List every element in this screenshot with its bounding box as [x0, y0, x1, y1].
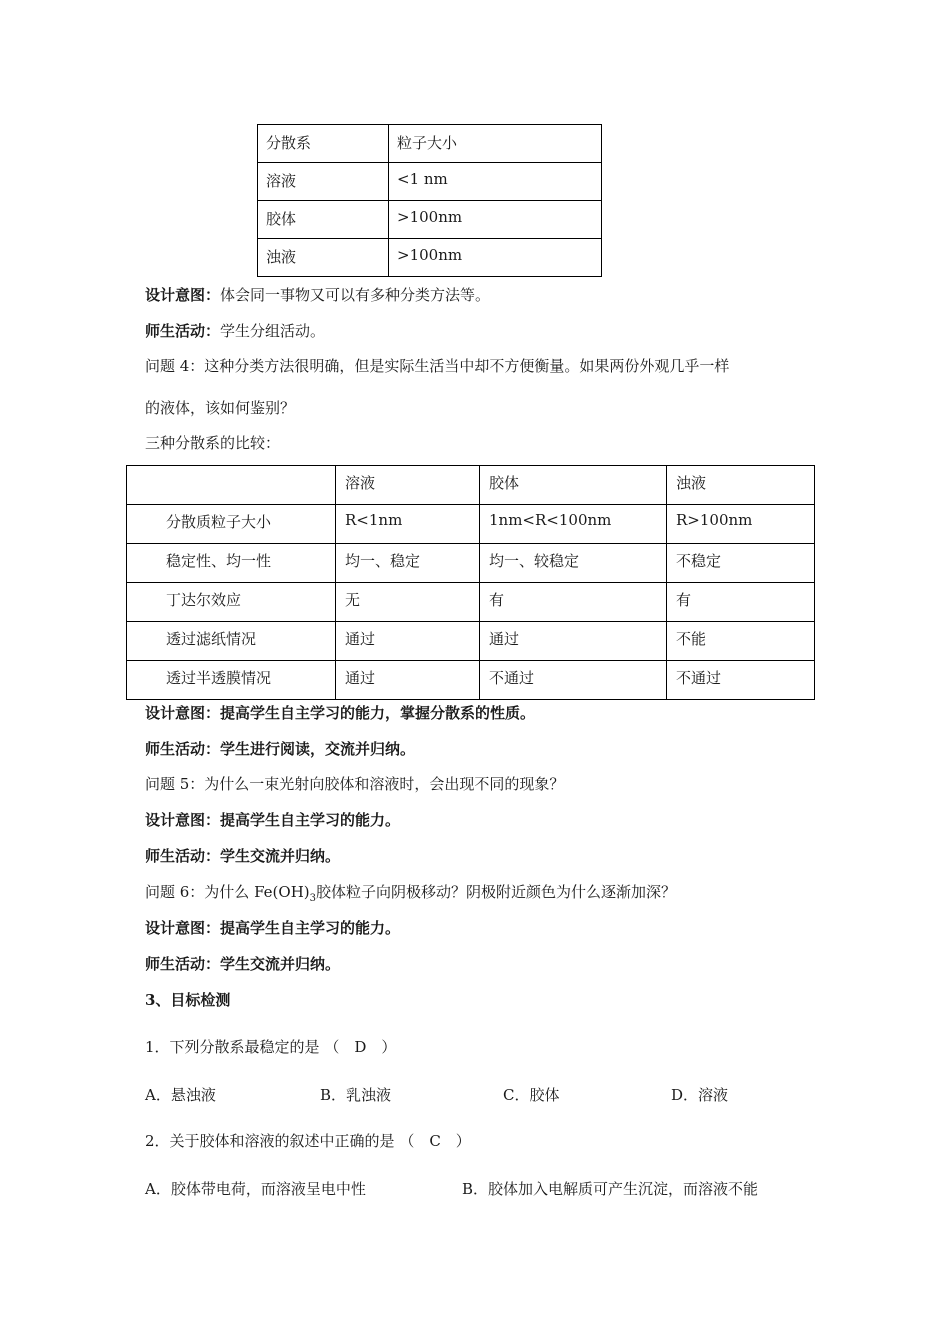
table-cell: 粒子大小	[389, 125, 602, 163]
table-header-cell: 胶体	[480, 466, 667, 505]
table-cell: 浊液	[258, 239, 389, 277]
design-intent-paragraph: 设计意图：提高学生自主学习的能力，掌握分散系的性质。	[145, 704, 536, 722]
table-cell: 1nm<R<100nm	[480, 505, 667, 544]
section-heading: 3、目标检测	[145, 991, 231, 1009]
table-header-row	[127, 466, 815, 505]
table-cell: 均一、稳定	[336, 544, 480, 583]
table-row	[127, 583, 815, 622]
table-cell: >100nm	[389, 201, 602, 239]
activity-paragraph	[145, 321, 325, 341]
exercise-1-option-a: A．悬浊液	[145, 1086, 216, 1104]
table-cell: 透过滤纸情况	[127, 622, 336, 661]
table-cell: 不能	[667, 622, 815, 661]
table-cell: 分散系	[258, 125, 389, 163]
activity-label: 师生活动：	[145, 322, 221, 340]
table-cell: 不稳定	[667, 544, 815, 583]
table-cell: R<1nm	[336, 505, 480, 544]
activity-text: 学生分组活动。	[220, 322, 326, 340]
question-6-subscript: 3	[309, 893, 317, 904]
question-6-text: 胶体粒子向阴极移动？阴极附近颜色为什么逐渐加深？	[316, 883, 677, 901]
table-cell: 不通过	[667, 661, 815, 700]
table-row	[127, 505, 815, 544]
table-row	[127, 661, 815, 700]
design-intent-text: 体会同一事物又可以有多种分类方法等。	[220, 286, 491, 304]
comparison-title: 三种分散系的比较：	[145, 434, 281, 452]
table-cell: R>100nm	[667, 505, 815, 544]
table-cell: 稳定性、均一性	[127, 544, 336, 583]
exercise-2-option-b: B．胶体加入电解质可产生沉淀，而溶液不能	[462, 1180, 759, 1198]
question-4-line-1: 问题 4：这种分类方法很明确，但是实际生活当中却不方便衡量。如果两份外观几乎一样	[145, 357, 730, 375]
exercise-1-option-c: C．胶体	[503, 1086, 560, 1104]
table-cell: 有	[480, 583, 667, 622]
table-cell: 通过	[336, 622, 480, 661]
table-cell: 丁达尔效应	[127, 583, 336, 622]
table-cell: >100nm	[389, 239, 602, 277]
question-6	[145, 882, 676, 909]
table-row	[127, 622, 815, 661]
table-row	[258, 201, 602, 239]
table-cell: 无	[336, 583, 480, 622]
design-intent-paragraph: 设计意图：提高学生自主学习的能力。	[145, 919, 401, 937]
table-cell: 分散质粒子大小	[127, 505, 336, 544]
design-intent-paragraph: 设计意图：提高学生自主学习的能力。	[145, 811, 401, 829]
design-intent-label: 设计意图：	[145, 286, 221, 304]
activity-paragraph: 师生活动：学生交流并归纳。	[145, 847, 341, 865]
design-intent-paragraph	[145, 285, 490, 305]
table-header-cell: 溶液	[336, 466, 480, 505]
exercise-1-option-b: B．乳浊液	[320, 1086, 392, 1104]
exercise-2-question: 2．关于胶体和溶液的叙述中正确的是 （ C ）	[145, 1132, 471, 1150]
table-row	[127, 544, 815, 583]
dispersion-comparison-table	[126, 465, 815, 700]
table-header-cell: 浊液	[667, 466, 815, 505]
table-cell: 有	[667, 583, 815, 622]
exercise-2-option-a: A．胶体带电荷，而溶液呈电中性	[145, 1180, 366, 1198]
table-cell: 不通过	[480, 661, 667, 700]
table-cell: 通过	[336, 661, 480, 700]
question-6-text: 问题 6：为什么 Fe(OH)	[145, 883, 310, 901]
table-cell: 均一、较稳定	[480, 544, 667, 583]
question-4-line-2: 的液体，该如何鉴别？	[145, 399, 296, 417]
table-cell: 透过半透膜情况	[127, 661, 336, 700]
table-cell: 溶液	[258, 163, 389, 201]
table-row	[258, 239, 602, 277]
table-row	[258, 125, 602, 163]
exercise-1-option-d: D．溶液	[671, 1086, 729, 1104]
table-cell: <1 nm	[389, 163, 602, 201]
table-row	[258, 163, 602, 201]
activity-paragraph: 师生活动：学生进行阅读，交流并归纳。	[145, 740, 416, 758]
table-cell: 通过	[480, 622, 667, 661]
table-cell: 胶体	[258, 201, 389, 239]
particle-size-table	[257, 124, 602, 277]
table-header-cell	[127, 466, 336, 505]
exercise-1-question: 1．下列分散系最稳定的是 （ D ）	[145, 1038, 397, 1056]
question-5: 问题 5：为什么一束光射向胶体和溶液时，会出现不同的现象？	[145, 775, 565, 793]
activity-paragraph: 师生活动：学生交流并归纳。	[145, 955, 341, 973]
